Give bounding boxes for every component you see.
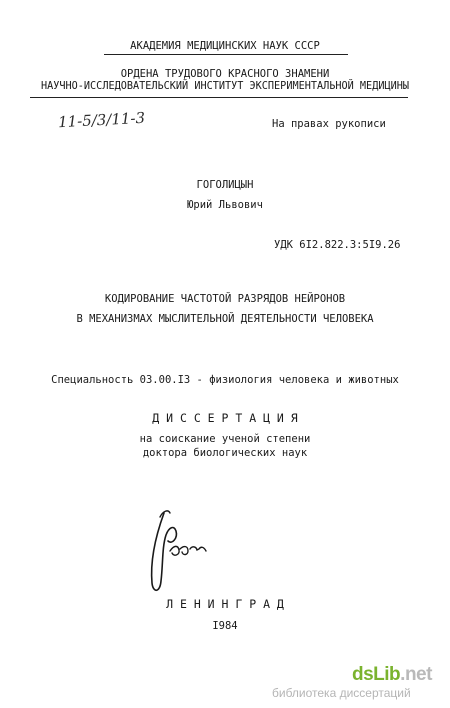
header-divider-top [104,54,348,55]
watermark-logo-ext: .net [400,664,432,685]
watermark-logo [352,664,432,686]
speciality-line: Специальность 03.00.I3 - физиология человека и животных [51,374,399,386]
order-line: ОРДЕНА ТРУДОВОГО КРАСНОГО ЗНАМЕНИ [120,68,330,80]
degree-purpose: на соискание ученой степени [139,433,311,445]
institute-name: НАУЧНО-ИССЛЕДОВАТЕЛЬСКИЙ ИНСТИТУТ ЭКСПЕРИМЕНТАЛЬНОЙ МЕДИЦИНЫ [40,81,409,92]
udc-code: УДК 6I2.822.3:5I9.26 [274,239,401,251]
degree-name: доктора биологических наук [142,447,308,459]
author-surname: ГОГОЛИЦЫН [196,179,254,191]
rights-note: На правах рукописи [272,118,386,130]
watermark-logo-main: dsLib [352,664,401,685]
watermark-caption: библиотека диссертаций [272,686,411,700]
title-line-1: КОДИРОВАНИЕ ЧАСТОТОЙ РАЗРЯДОВ НЕЙРОНОВ [104,293,346,305]
author-name: Юрий Львович [187,199,263,211]
dissertation-label: Д И С С Е Р Т А Ц И Я [152,411,298,425]
year: I984 [212,620,238,632]
handwritten-archive-code: 11-5/3/11-3 [57,108,146,132]
title-line-2: В МЕХАНИЗМАХ МЫСЛИТЕЛЬНОЙ ДЕЯТЕЛЬНОСТИ ЧЕЛОВЕКА [76,313,374,325]
header-divider-bottom [30,97,408,98]
academy-name: АКАДЕМИЯ МЕДИЦИНСКИХ НАУК СССР [130,40,320,52]
signature [130,505,210,600]
city: Л Е Н И Н Г Р А Д [166,597,284,611]
